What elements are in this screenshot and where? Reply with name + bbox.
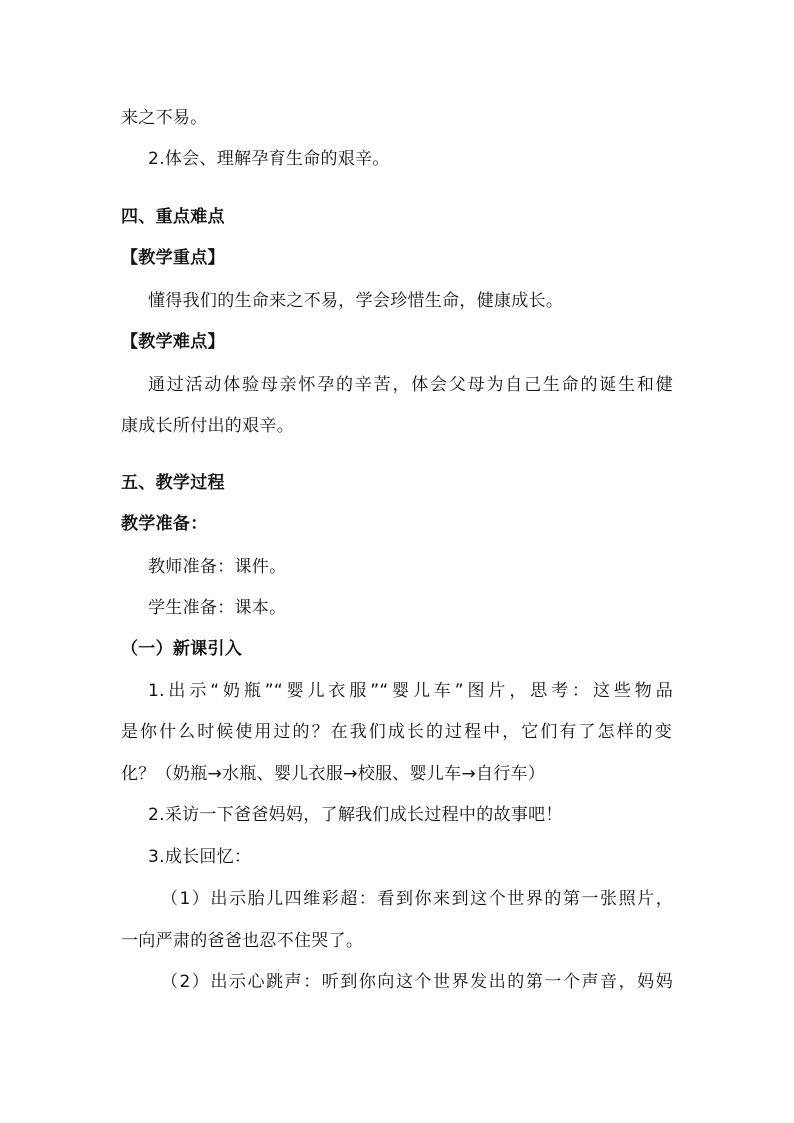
text-line: 2.采访一下爸爸妈妈，了解我们成长过程中的故事吧！	[148, 805, 563, 825]
text-line: 来之不易。	[121, 108, 208, 128]
text-line: （1）出示胎儿四维彩超：看到你来到这个世界的第一张照片，	[161, 889, 673, 909]
text-line: 懂得我们的生命来之不易，学会珍惜生命，健康成长。	[148, 291, 564, 311]
section-heading: 五、教学过程	[121, 473, 225, 493]
subsection-heading: 教学准备：	[121, 514, 208, 534]
text-line: （2）出示心跳声：听到你向这个世界发出的第一个声音，妈妈	[161, 972, 673, 992]
section-heading: 四、重点难点	[121, 207, 225, 227]
subsection-heading: 【教学难点】	[121, 332, 225, 352]
text-line: 一向严肃的爸爸也忍不住哭了。	[121, 931, 364, 951]
text-line: 康成长所付出的艰辛。	[121, 416, 294, 436]
subsection-heading: （一）新课引入	[121, 639, 243, 659]
text-line: 1.出示“奶瓶”“婴儿衣服”“婴儿车”图片，思考：这些物品	[148, 681, 673, 701]
text-line: 学生准备：课本。	[148, 598, 287, 618]
text-line: 化？（奶瓶→水瓶、婴儿衣服→校服、婴儿车→自行车）	[121, 764, 546, 784]
text-line: 通过活动体验母亲怀孕的辛苦，体会父母为自己生命的诞生和健	[148, 375, 673, 395]
text-line: 教师准备：课件。	[148, 557, 287, 577]
text-line: 3.成长回忆：	[148, 847, 252, 867]
text-line: 是你什么时候使用过的？在我们成长的过程中，它们有了怎样的变	[121, 722, 672, 742]
subsection-heading: 【教学重点】	[121, 248, 225, 268]
text-line: 2.体会、理解孕育生命的艰辛。	[148, 149, 390, 169]
